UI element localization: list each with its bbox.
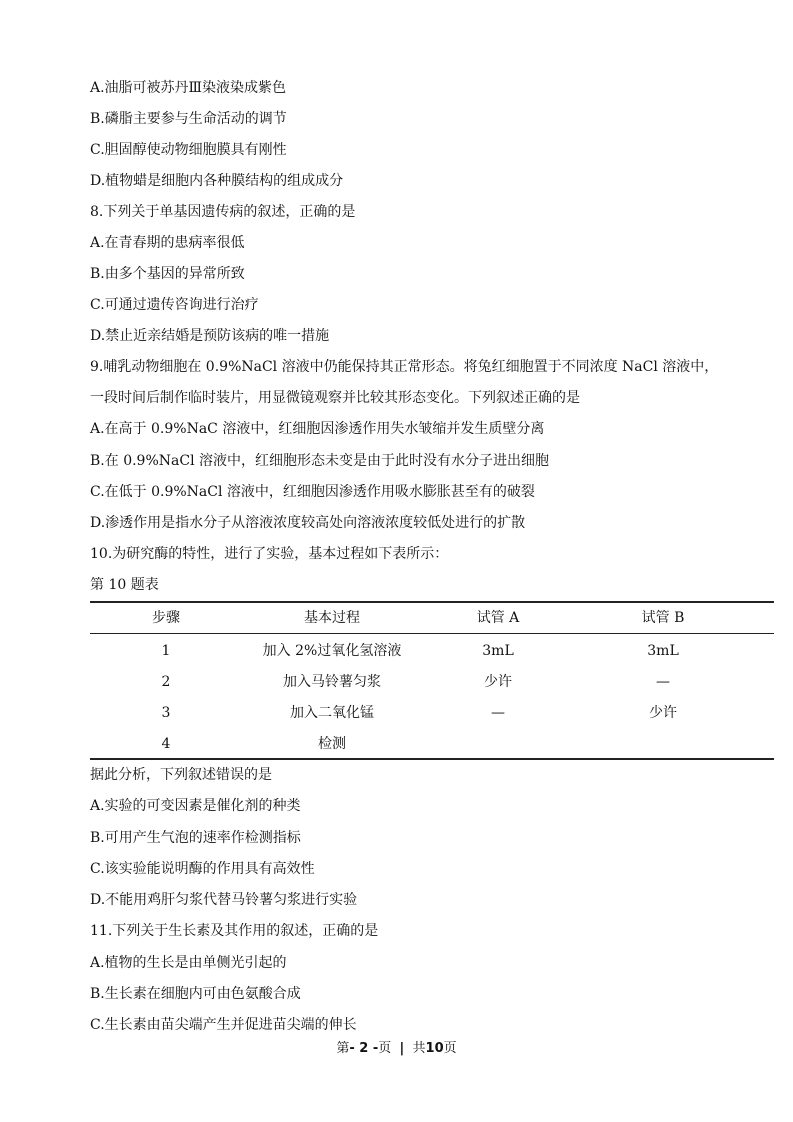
table-header-rule	[90, 633, 774, 634]
table-cell: 加入二氧化锰	[290, 705, 374, 721]
option-7c: C.胆固醇使动物细胞膜具有刚性	[90, 142, 287, 158]
footer-separator: |	[399, 1041, 405, 1056]
question-10: 10.为研究酶的特性，进行了实验，基本过程如下表所示：	[90, 546, 449, 562]
table-header-tube-a: 试管 A	[476, 610, 520, 626]
option-10a: A.实验的可变因素是催化剂的种类	[90, 798, 301, 814]
page-footer	[0, 1040, 793, 1058]
table-cell: 加入马铃薯匀浆	[283, 674, 381, 690]
option-8a: A.在青春期的患病率很低	[90, 235, 245, 251]
table-bottom-rule	[90, 758, 774, 760]
footer-page-number: - 2 -	[349, 1041, 379, 1056]
table-cell: 1	[161, 643, 171, 659]
option-10c: C.该实验能说明酶的作用具有高效性	[90, 861, 315, 877]
table-header-step: 步骤	[152, 610, 180, 626]
option-8c: C.可通过遗传咨询进行治疗	[90, 297, 259, 313]
table-cell: 少许	[649, 705, 677, 721]
question-9-line1: 9.哺乳动物细胞在 0.9%NaCl 溶液中仍能保持其正常形态。将兔红细胞置于不同浓度 NaCl 溶液中，	[90, 359, 719, 375]
option-11c: C.生长素由苗尖端产生并促进苗尖端的伸长	[90, 1017, 357, 1033]
question-8: 8.下列关于单基因遗传病的叙述，正确的是	[90, 204, 356, 220]
option-10b: B.可用产生气泡的速率作检测指标	[90, 830, 301, 846]
footer-prefix: 第	[336, 1041, 350, 1056]
footer-total-prefix: 共	[412, 1041, 426, 1056]
table-cell: —	[656, 674, 670, 690]
table-header-process: 基本过程	[304, 610, 360, 626]
table-cell: 3	[161, 705, 171, 721]
footer-total-suffix: 页	[443, 1041, 457, 1056]
question-9-line2: 一段时间后制作临时装片，用显微镜观察并比较其形态变化。下列叙述正确的是	[90, 390, 580, 406]
option-9a: A.在高于 0.9%NaC 溶液中，红细胞因渗透作用失水皱缩并发生质壁分离	[90, 421, 545, 437]
option-8d: D.禁止近亲结婚是预防该病的唯一措施	[90, 328, 330, 344]
footer-suffix: 页	[378, 1041, 392, 1056]
option-9b: B.在 0.9%NaCl 溶液中，红细胞形态未变是由于此时没有水分子进出细胞	[90, 453, 549, 469]
option-11b: B.生长素在细胞内可由色氨酸合成	[90, 986, 301, 1002]
footer-total-pages: 10	[425, 1041, 444, 1056]
table-cell: 检测	[318, 736, 346, 752]
table-top-rule	[90, 601, 774, 603]
table-header-tube-b: 试管 B	[641, 610, 685, 626]
table-cell: 加入 2%过氧化氢溶液	[262, 643, 402, 659]
question-11: 11.下列关于生长素及其作用的叙述，正确的是	[90, 923, 379, 939]
table-cell: 3mL	[482, 643, 514, 659]
question-10-prompt: 据此分析，下列叙述错误的是	[90, 767, 272, 783]
option-7a: A.油脂可被苏丹Ⅲ染液染成紫色	[90, 80, 287, 96]
table-cell: 3mL	[647, 643, 679, 659]
option-7d: D.植物蜡是细胞内各种膜结构的组成成分	[90, 173, 344, 189]
option-11a: A.植物的生长是由单侧光引起的	[90, 955, 287, 971]
table-cell: —	[491, 705, 505, 721]
table-caption: 第 10 题表	[90, 577, 159, 593]
option-10d: D.不能用鸡肝匀浆代替马铃薯匀浆进行实验	[90, 892, 358, 908]
option-7b: B.磷脂主要参与生命活动的调节	[90, 111, 287, 127]
option-9c: C.在低于 0.9%NaCl 溶液中，红细胞因渗透作用吸水膨胀甚至有的破裂	[90, 484, 535, 500]
table-cell: 少许	[484, 674, 512, 690]
table-cell: 4	[161, 736, 171, 752]
table-cell: 2	[161, 674, 171, 690]
option-9d: D.渗透作用是指水分子从溶液浓度较高处向溶液浓度较低处进行的扩散	[90, 515, 526, 531]
option-8b: B.由多个基因的异常所致	[90, 266, 245, 282]
